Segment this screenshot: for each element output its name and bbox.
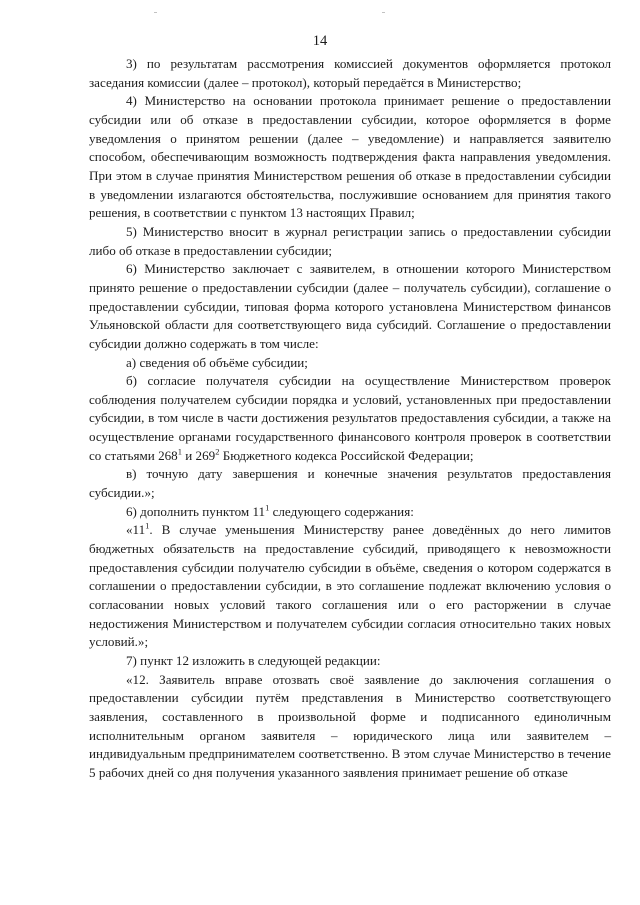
paragraph-subitem-b: [89, 372, 611, 465]
document-body: [89, 55, 611, 783]
paragraph-clause-12: «12. Заявитель вправе отозвать своё заявление до заключения соглашения о предоставлении субсидии путём представления в Министерство соответствующего заявления, составленного в произвольной форме и подписанного единоличным исполнительным органом заявителя – юридического лица или заявителем – индивидуальным предпринимателем соответственно. В этом случае Министерство в течение 5 рабочих дней со дня получения указанного заявления принимает решение об отказе: [89, 671, 611, 780]
amendment-6-text-1: 6) дополнить пунктом 11: [126, 503, 266, 519]
subitem-b-text-2: и 269: [181, 447, 216, 463]
superscript: 1: [265, 502, 270, 513]
clause-11-1-text-1: «11: [126, 522, 146, 538]
paragraph-subitem-a: а) сведения об объёме субсидии;: [126, 354, 308, 370]
scan-speck: [382, 12, 385, 13]
paragraph-item-5: 5) Министерство вносит в журнал регистрации запись о предоставлении субсидии либо об отказе в предоставлении субсидии;: [89, 223, 611, 258]
amendment-6-text-2: следующего содержания:: [269, 503, 414, 519]
scan-speck: [154, 12, 157, 13]
paragraph-item-4: 4) Министерство на основании протокола принимает решение о предоставлении субсидии или об отказе в предоставлении субсидии, которое оформляется в форме уведомления о принятом решении (далее – уведомление) и направляется заявителю способом, обеспечивающим возможность подтверждения факта направления уведомления. При этом в случае принятия Министерством решения об отказе в предоставлении субсидии в уведомлении излагаются обстоятельства, послужившие основанием для принятия такого решения, в соответствии с пунктом 13 настоящих Правил;: [89, 93, 611, 221]
paragraph-item-6-agreement: 6) Министерство заключает с заявителем, в отношении которого Министерством принято решение о предоставлении субсидии (далее – получатель субсидии), соглашение о предоставлении субсидии, типовая форма которого установлена Министерством финансов Ульяновской области для соответствующего вида субсидий. Соглашение о предоставлении субсидии должно содержать в том числе:: [89, 261, 611, 351]
superscript: 1: [145, 521, 150, 532]
paragraph-clause-11-1: [89, 521, 611, 652]
clause-11-1-text-2: . В случае уменьшения Министерству ранее доведённых до него лимитов бюджетных обязательств на предоставление субсидий, приводящего к невозможности предоставления субсидии получателю субсидии в объёме, сведения о котором содержатся в соглашении о предоставлении субсидии, в это соглашение подлежат включению условия о согласовании новых условий такого соглашения или о его расторжении в случае недостижения Министерством и получателем субсидии согласия относительно таких новых условий.»;: [89, 522, 611, 650]
paragraph-item-3: 3) по результатам рассмотрения комиссией документов оформляется протокол заседания комиссии (далее – протокол), который передаётся в Министерство;: [89, 56, 611, 90]
superscript: 2: [215, 446, 220, 457]
paragraph-amendment-7: 7) пункт 12 изложить в следующей редакции:: [126, 653, 381, 668]
page-number: 14: [312, 33, 328, 49]
paragraph-subitem-v: в) точную дату завершения и конечные значения результатов предоставления субсидии.»;: [89, 466, 611, 501]
subitem-b-text-1: б) согласие получателя субсидии на осуществление Министерством проверок соблюдения получателем субсидии порядка и условий, установленных при предоставлении субсидии, в том числе в части достижения результатов предоставления субсидии, а также на осуществление органами государственного финансового контроля проверок в соответствии со статьями 268: [89, 373, 611, 463]
superscript: 1: [177, 446, 182, 457]
subitem-b-text-3: Бюджетного кодекса Российской Федерации;: [219, 447, 474, 463]
paragraph-amendment-6: [89, 503, 611, 522]
